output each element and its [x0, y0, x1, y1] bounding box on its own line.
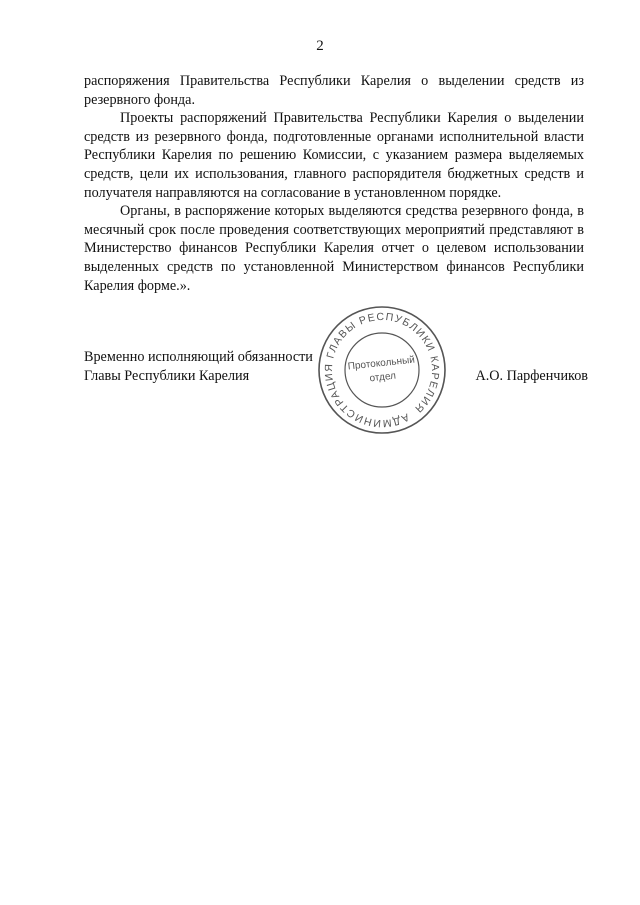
paragraph-continuation: распоряжения Правительства Республики Карелия о выделении средств из резервного фонда.: [84, 73, 584, 108]
signatory-position: [84, 348, 313, 385]
stamp-ring-textpath: АДМИНИСТРАЦИЯ ГЛАВЫ РЕСПУБЛИКИ КАРЕЛИЯ: [322, 310, 442, 430]
stamp-center-line1: Протокольный: [347, 354, 416, 373]
page-number: 2: [316, 38, 324, 54]
signatory-position-line1: Временно исполняющий обязанности: [84, 349, 313, 365]
paragraph-reporting: Органы, в распоряжение которых выделяются средства резервного фонда, в месячный срок после проведения соответствующих мероприятий представляют в Министерство финансов Республики Карелия отчет о целевом использовании выделенных средств по установленной Министерством финансов Республики Карелия форме.».: [84, 203, 584, 294]
paragraph-draft-orders: Проекты распоряжений Правительства Республики Карелия о выделении средств из резервного фонда, подготовленные органами исполнительной власти Республики Карелия по решению Комиссии, с указанием размера выделяемых средств, цели их использования, главного распорядителя бюджетных средств и получателя направляются на согласование в установленном порядке.: [84, 110, 584, 201]
stamp-ring-text: [323, 311, 441, 429]
stamp-outer-ring: [319, 307, 445, 433]
document-body: [84, 72, 584, 295]
stamp-center-line2: отдел: [369, 370, 397, 385]
signatory-name: А.О. Парфенчиков: [475, 367, 588, 384]
official-stamp: [316, 304, 448, 436]
signatory-position-line2: Главы Республики Карелия: [84, 367, 250, 384]
